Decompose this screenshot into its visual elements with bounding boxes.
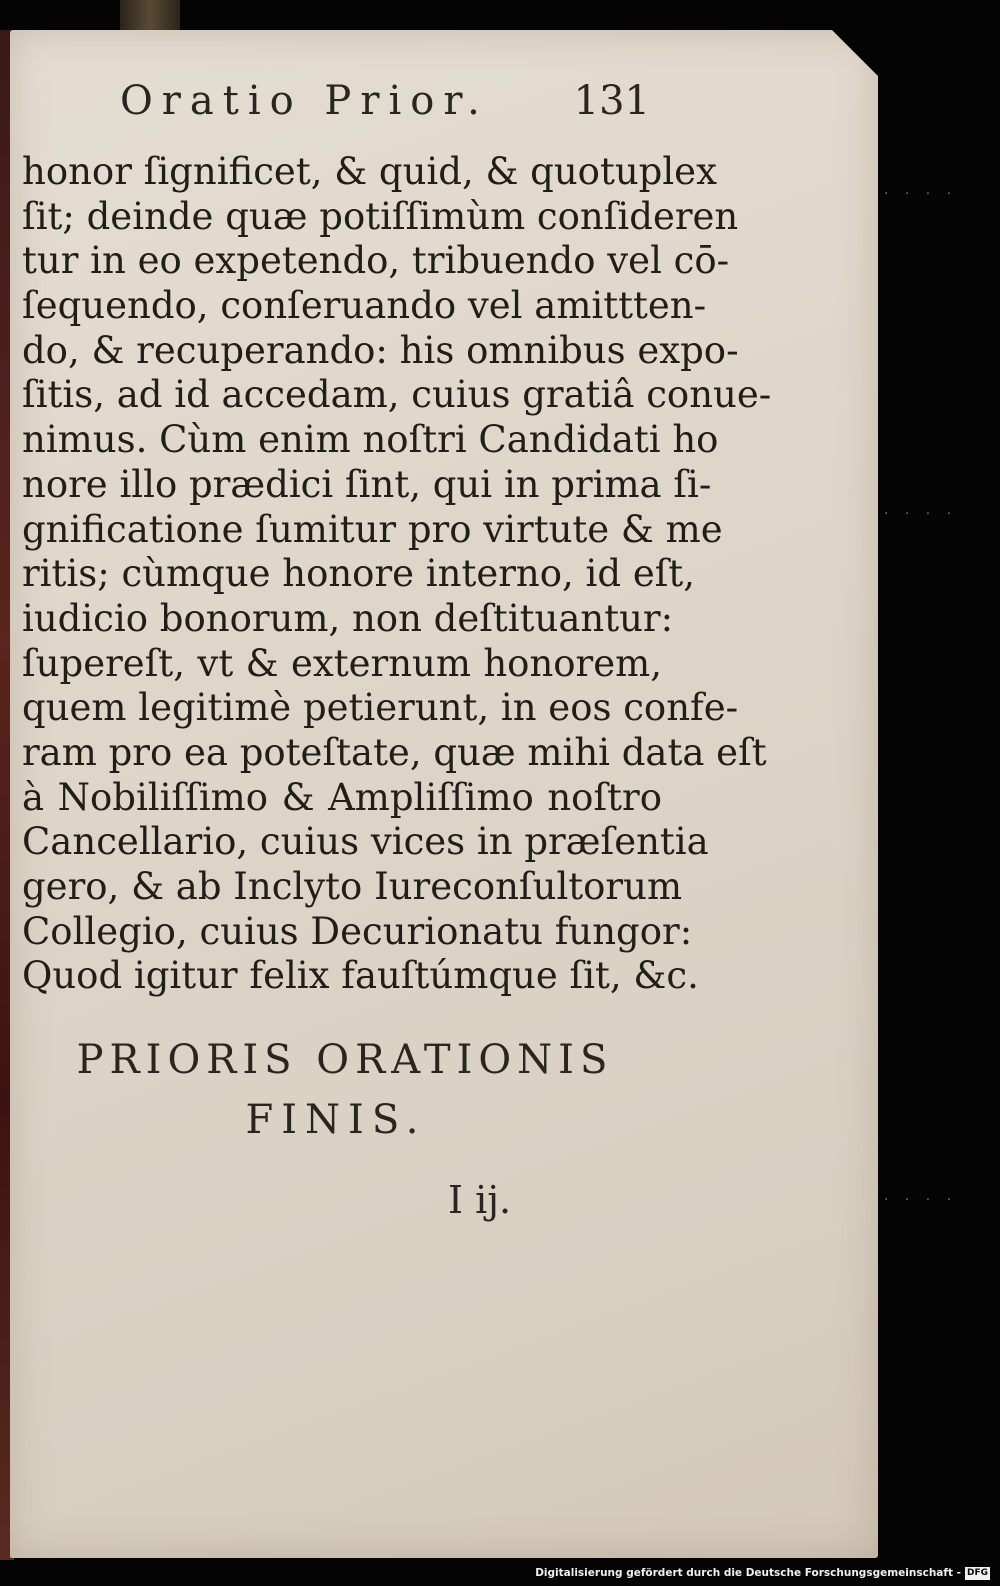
body-text (22, 150, 772, 999)
text-line: quem legitimè petierunt, in eos confe- (22, 686, 739, 730)
page-corner-fold (832, 30, 878, 76)
text-line: ſequendo, conſeruando vel amittten- (22, 284, 707, 328)
page-number: 131 (573, 78, 650, 124)
text-line: Quod igitur felix fauſtúmque ſit, &c. (22, 954, 699, 998)
text-line: Collegio, cuius Decurionatu fungor: (22, 909, 693, 953)
margin-dots: · · · · (884, 1192, 958, 1208)
text-line: à Nobiliſſimo & Ampliſſimo noſtro (22, 775, 662, 819)
text-line: Cancellario, cuius vices in præſentia (22, 820, 709, 864)
text-line: honor ſignificet, & quid, & quotuplex (22, 150, 717, 193)
colophon-title: PRIORIS ORATIONIS (76, 1037, 614, 1083)
text-line: nimus. Cùm enim noſtri Candidati ho (22, 418, 719, 462)
text-line: ram pro ea poteſtate, quæ mihi data eſt (22, 730, 767, 774)
text-line: do, & recuperando: his omnibus expo- (22, 328, 739, 372)
signature-mark: I ij. (448, 1178, 512, 1222)
text-line: ſupereſt, vt & externum honorem, (22, 641, 662, 685)
footer-credit-text: Digitalisierung gefördert durch die Deutsche Forschungsgemeinschaft - (535, 1567, 961, 1579)
text-line: ſit; deinde quæ potiſſimùm conſideren (22, 194, 739, 238)
dfg-logo: DFG (966, 1567, 988, 1578)
text-line: ritis; cùmque honore interno, id eſt, (22, 552, 696, 596)
book-spine-top (120, 0, 180, 34)
text-line: tur in eo expetendo, tribuendo vel cō- (22, 239, 730, 283)
text-line: iudicio bonorum, non deſtituantur: (22, 596, 674, 640)
text-line: ſitis, ad id accedam, cuius gratiâ conue- (22, 373, 772, 417)
margin-dots: · · · · (884, 186, 958, 202)
footer-credit (535, 1564, 990, 1582)
text-line: gnificatione ſumitur pro virtute & me (22, 507, 723, 551)
colophon-finis: FINIS. (245, 1097, 427, 1143)
running-title: Oratio Prior. (120, 78, 489, 124)
page-header (120, 78, 650, 128)
text-line: nore illo prædici ſint, qui in prima ſi- (22, 462, 712, 506)
text-line: gero, & ab Inclyto Iureconſultorum (22, 865, 683, 908)
colophon (40, 1032, 650, 1152)
margin-dots: · · · · (884, 506, 958, 522)
